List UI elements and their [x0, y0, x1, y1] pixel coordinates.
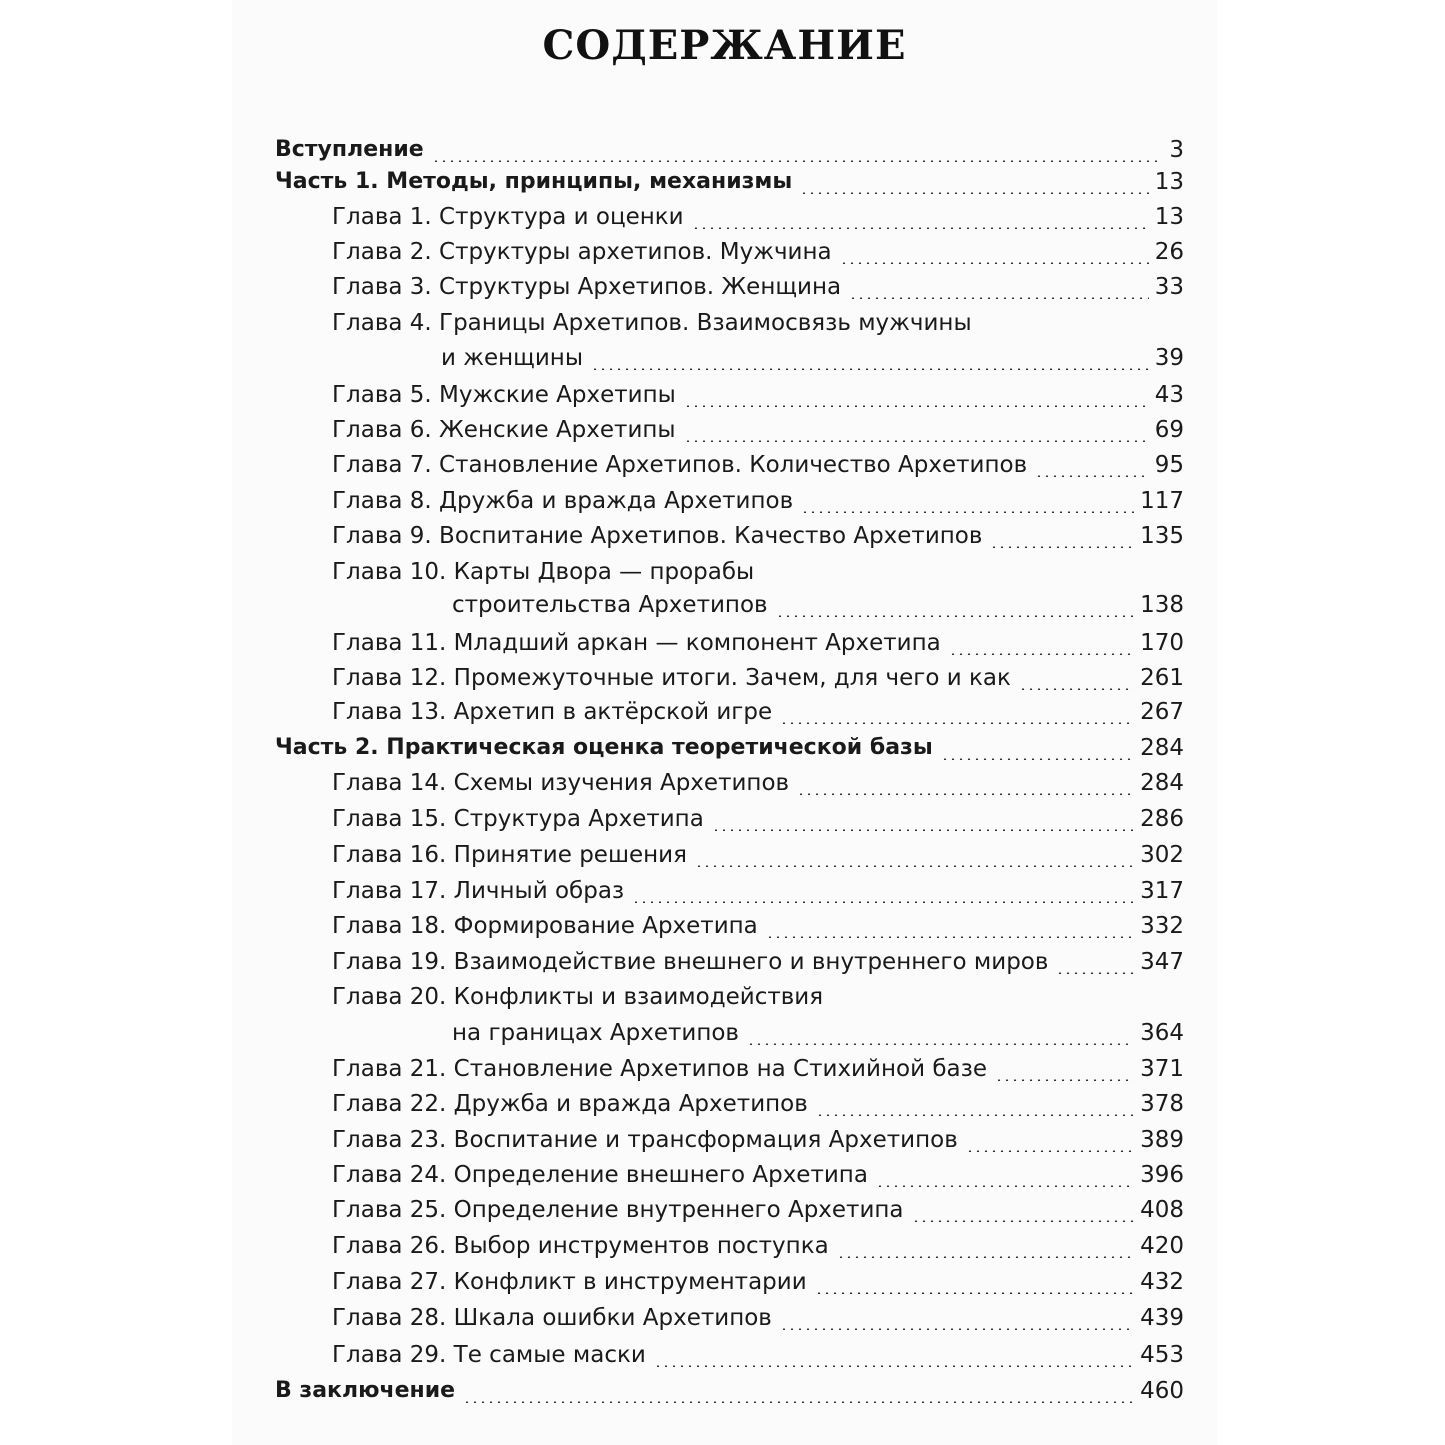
- toc-entry: [232, 270, 1217, 304]
- dot-leader: [849, 297, 1149, 299]
- dot-leader: [995, 1079, 1134, 1081]
- toc-entry: [232, 980, 1217, 1014]
- toc-entry: [232, 306, 1217, 340]
- toc-entry-label: Глава 9. Воспитание Архетипов. Качество Архетипов: [332, 523, 983, 549]
- toc-entry: [232, 1087, 1217, 1121]
- dot-leader: [990, 546, 1134, 548]
- toc-entry-page: 317: [1140, 878, 1184, 904]
- dot-leader: [432, 160, 1164, 162]
- toc-entry-page: 267: [1140, 699, 1184, 725]
- dot-leader: [837, 1256, 1134, 1258]
- toc-entry-page: 439: [1140, 1305, 1184, 1331]
- toc-entry-page: 364: [1140, 1020, 1184, 1046]
- table-of-contents: [232, 0, 1217, 1445]
- toc-entry-label: Глава 15. Структура Архетипа: [332, 806, 704, 832]
- dot-leader: [840, 262, 1149, 264]
- toc-entry: [232, 874, 1217, 908]
- toc-entry: [232, 731, 1217, 765]
- toc-entry-label: Глава 8. Дружба и вражда Архетипов: [332, 488, 794, 514]
- toc-entry: [232, 626, 1217, 660]
- toc-entry-page: 396: [1140, 1162, 1184, 1188]
- toc-entry-label: Глава 4. Границы Архетипов. Взаимосвязь мужчины: [332, 310, 972, 336]
- toc-entry-page: 13: [1154, 204, 1184, 230]
- toc-entry-label: Глава 19. Взаимодействие внешнего и внутреннего миров: [332, 949, 1049, 975]
- dot-leader: [1056, 972, 1134, 974]
- toc-entry-label: Глава 28. Шкала ошибки Архетипов: [332, 1305, 772, 1331]
- dot-leader: [1019, 688, 1134, 690]
- toc-entry: [232, 413, 1217, 447]
- dot-leader: [692, 227, 1149, 229]
- dot-leader: [816, 1114, 1134, 1116]
- dot-leader: [800, 192, 1148, 194]
- toc-entry-label: Глава 20. Конфликты и взаимодействия: [332, 984, 824, 1010]
- toc-entry: [232, 1016, 1217, 1050]
- toc-entry: [232, 695, 1217, 729]
- toc-entry-label: Глава 13. Архетип в актёрской игре: [332, 699, 773, 725]
- toc-entry: [232, 484, 1217, 518]
- dot-leader: [780, 722, 1134, 724]
- toc-entry: [232, 1052, 1217, 1086]
- page-title: СОДЕРЖАНИЕ: [542, 22, 907, 69]
- toc-entry-page: 347: [1140, 949, 1184, 975]
- toc-entry-page: 460: [1140, 1378, 1184, 1404]
- toc-entry: [232, 165, 1217, 199]
- toc-entry-page: 43: [1154, 382, 1184, 408]
- toc-entry-page: 371: [1140, 1056, 1184, 1082]
- toc-entry: [232, 1193, 1217, 1227]
- dot-leader: [876, 1185, 1134, 1187]
- toc-entry-label: Глава 23. Воспитание и трансформация Архетипов: [332, 1127, 958, 1153]
- toc-entry: [232, 133, 1217, 167]
- toc-entry-label: Глава 3. Структуры Архетипов. Женщина: [332, 274, 842, 300]
- toc-entry-page: 378: [1140, 1091, 1184, 1117]
- toc-entry-page: 420: [1140, 1233, 1184, 1259]
- toc-entry: [232, 588, 1217, 622]
- toc-entry: [232, 661, 1217, 695]
- toc-entry-page: 95: [1154, 452, 1184, 478]
- toc-entry-label: Глава 6. Женские Архетипы: [332, 417, 676, 443]
- toc-entry-page: 33: [1154, 274, 1184, 300]
- toc-entry: [232, 1265, 1217, 1299]
- toc-entry-page: 26: [1154, 239, 1184, 265]
- dot-leader: [780, 1328, 1134, 1330]
- toc-entry-page: 332: [1140, 913, 1184, 939]
- toc-entry-page: 432: [1140, 1269, 1184, 1295]
- toc-entry: [232, 341, 1217, 375]
- toc-entry: [232, 1338, 1217, 1372]
- toc-entry-label: Глава 16. Принятие решения: [332, 842, 687, 868]
- toc-entry-label: Глава 10. Карты Двора — прорабы: [332, 559, 755, 585]
- toc-entry: [232, 1158, 1217, 1192]
- dot-leader: [463, 1401, 1134, 1403]
- dot-leader: [776, 615, 1135, 617]
- dot-leader: [632, 901, 1134, 903]
- toc-entry-label: В заключение: [275, 1378, 456, 1403]
- toc-entry-page: 13: [1154, 169, 1184, 195]
- toc-entry: [232, 1229, 1217, 1263]
- toc-entry-page: 138: [1140, 592, 1184, 618]
- toc-entry-label: Глава 1. Структура и оценки: [332, 204, 684, 230]
- toc-entry-page: 3: [1169, 137, 1184, 163]
- toc-entry: [232, 909, 1217, 943]
- toc-entry-label: Глава 7. Становление Архетипов. Количество Архетипов: [332, 452, 1028, 478]
- toc-entry: [232, 235, 1217, 269]
- toc-entry-label: Глава 29. Те самые маски: [332, 1342, 646, 1368]
- dot-leader: [815, 1292, 1134, 1294]
- dot-leader: [912, 1220, 1135, 1222]
- toc-entry: [232, 378, 1217, 412]
- toc-entry-page: 261: [1140, 665, 1184, 691]
- toc-entry-page: 389: [1140, 1127, 1184, 1153]
- toc-entry-page: 69: [1154, 417, 1184, 443]
- toc-entry-label: Глава 24. Определение внешнего Архетипа: [332, 1162, 868, 1188]
- toc-entry-label: Глава 18. Формирование Архетипа: [332, 913, 758, 939]
- toc-entry-page: 453: [1140, 1342, 1184, 1368]
- toc-entry-label: Глава 11. Младший аркан — компонент Архетипа: [332, 630, 941, 656]
- toc-entry-label: Глава 26. Выбор инструментов поступка: [332, 1233, 829, 1259]
- toc-entry: [232, 519, 1217, 553]
- toc-entry: [232, 200, 1217, 234]
- dot-leader: [949, 653, 1134, 655]
- toc-entry-page: 117: [1140, 488, 1184, 514]
- toc-entry-page: 170: [1140, 630, 1184, 656]
- toc-entry-label: Глава 27. Конфликт в инструментарии: [332, 1269, 807, 1295]
- toc-entry-label: Глава 22. Дружба и вражда Архетипов: [332, 1091, 808, 1117]
- dot-leader: [941, 758, 1134, 760]
- toc-entry: [232, 448, 1217, 482]
- toc-entry-page: 284: [1140, 735, 1184, 761]
- dot-leader: [966, 1150, 1134, 1152]
- toc-entry-label: Глава 14. Схемы изучения Архетипов: [332, 770, 790, 796]
- dot-leader: [1035, 475, 1149, 477]
- dot-leader: [684, 405, 1149, 407]
- toc-entry-label: строительства Архетипов: [452, 592, 768, 618]
- toc-entry-page: 135: [1140, 523, 1184, 549]
- dot-leader: [712, 829, 1134, 831]
- toc-entry-page: 408: [1140, 1197, 1184, 1223]
- toc-entry: [232, 1123, 1217, 1157]
- dot-leader: [801, 511, 1134, 513]
- toc-entry: [232, 555, 1217, 589]
- dot-leader: [695, 865, 1134, 867]
- toc-entry-page: 302: [1140, 842, 1184, 868]
- toc-entry-label: и женщины: [441, 345, 583, 371]
- dot-leader: [684, 440, 1149, 442]
- toc-entry-page: 286: [1140, 806, 1184, 832]
- dot-leader: [766, 936, 1134, 938]
- toc-entry-label: Глава 2. Структуры архетипов. Мужчина: [332, 239, 832, 265]
- toc-entry-page: 39: [1154, 345, 1184, 371]
- toc-entry-page: 284: [1140, 770, 1184, 796]
- toc-entry-label: Глава 17. Личный образ: [332, 878, 625, 904]
- toc-entry-label: на границах Архетипов: [452, 1020, 739, 1046]
- toc-entry: [232, 945, 1217, 979]
- book-page: [232, 0, 1217, 1445]
- toc-entry: [232, 802, 1217, 836]
- toc-entry-label: Глава 12. Промежуточные итоги. Зачем, для чего и как: [332, 665, 1011, 691]
- dot-leader: [654, 1365, 1134, 1367]
- toc-entry: [232, 766, 1217, 800]
- toc-entry: [232, 1374, 1217, 1408]
- toc-entry-label: Глава 5. Мужские Архетипы: [332, 382, 676, 408]
- dot-leader: [747, 1043, 1134, 1045]
- toc-entry-label: Часть 1. Методы, принципы, механизмы: [275, 169, 793, 194]
- toc-entry-label: Глава 21. Становление Архетипов на Стихийной базе: [332, 1056, 987, 1082]
- dot-leader: [797, 793, 1134, 795]
- toc-entry: [232, 838, 1217, 872]
- dot-leader: [591, 368, 1149, 370]
- toc-entry: [232, 1301, 1217, 1335]
- toc-entry-label: Вступление: [275, 137, 424, 162]
- toc-entry-label: Глава 25. Определение внутреннего Архетипа: [332, 1197, 904, 1223]
- toc-entry-label: Часть 2. Практическая оценка теоретической базы: [275, 735, 933, 760]
